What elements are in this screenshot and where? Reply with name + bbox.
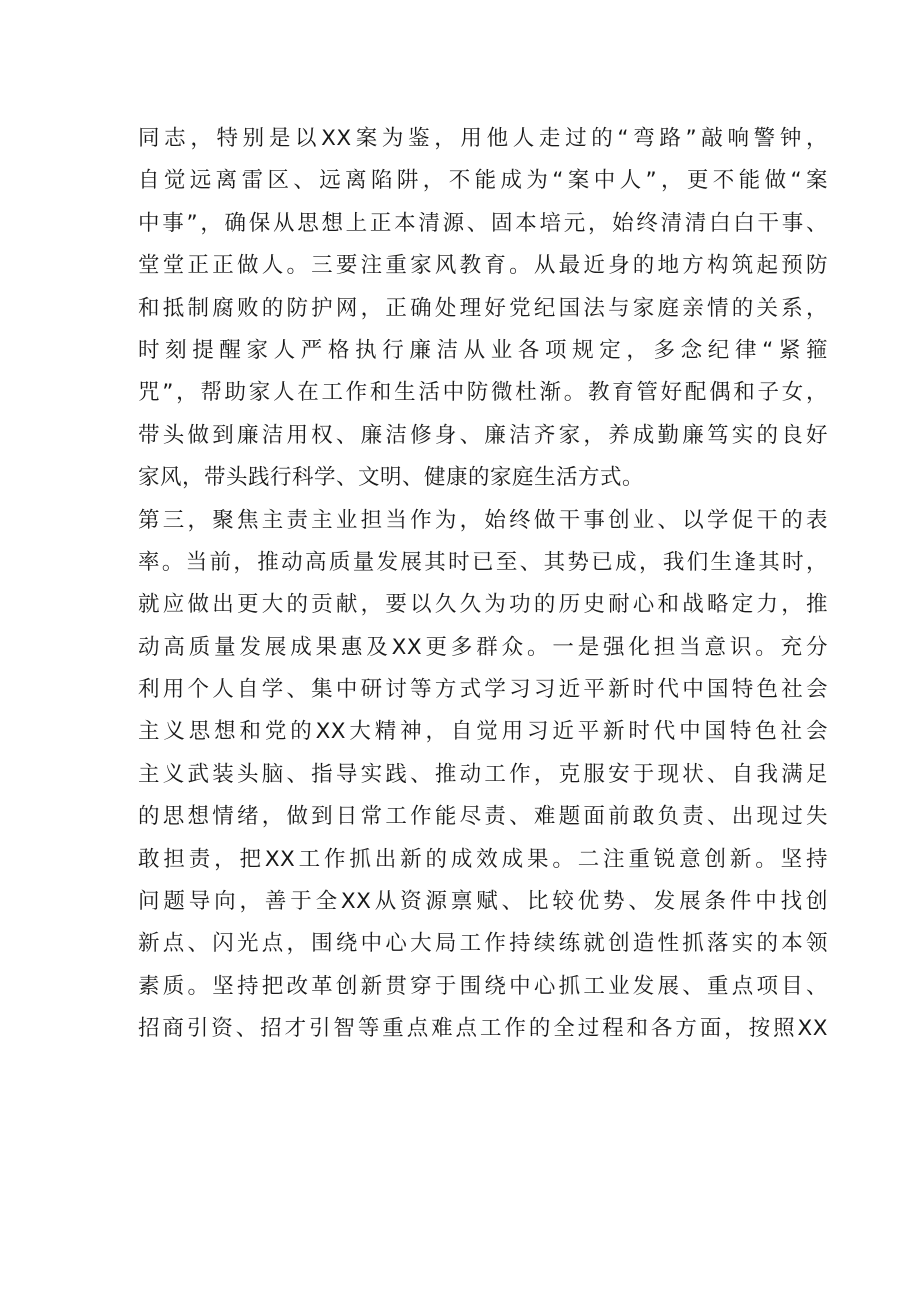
text-line: 自觉远离雷区、远离陷阱，不能成为“案中人”，更不能做“案	[138, 168, 828, 194]
text-line: 问题导向，善于全XX从资源禀赋、比较优势、发展条件中找创	[138, 889, 828, 915]
text-line: 主义武装头脑、指导实践、推动工作，克服安于现状、自我满足	[138, 761, 828, 787]
text-line: 和抵制腐败的防护网，正确处理好党纪国法与家庭亲情的关系，	[138, 295, 828, 321]
text-line: 就应做出更大的贡献，要以久久为功的历史耐心和战略定力，推	[138, 592, 828, 618]
text-line: 素质。坚持把改革创新贯穿于围绕中心抓工业发展、重点项目、	[138, 973, 828, 999]
body-text	[138, 118, 828, 1051]
text-line: 利用个人自学、集中研讨等方式学习习近平新时代中国特色社会	[138, 677, 828, 703]
text-line: 带头做到廉洁用权、廉洁修身、廉洁齐家，养成勤廉笃实的良好	[138, 422, 828, 448]
text-line: 中事”，确保从思想上正本清源、固本培元，始终清清白白干事、	[138, 210, 828, 236]
text-line: 时刻提醒家人严格执行廉洁从业各项规定，多念纪律“紧箍	[138, 337, 828, 363]
text-line: 招商引资、招才引智等重点难点工作的全过程和各方面，按照XX	[138, 1016, 828, 1042]
text-line: 咒”，帮助家人在工作和生活中防微杜渐。教育管好配偶和子女，	[138, 380, 828, 406]
text-line: 率。当前，推动高质量发展其时已至、其势已成，我们生逢其时，	[138, 549, 828, 575]
text-line: 动高质量发展成果惠及XX更多群众。一是强化担当意识。充分	[138, 634, 828, 660]
text-line: 的思想情绪，做到日常工作能尽责、难题面前敢负责、出现过失	[138, 804, 828, 830]
text-line: 敢担责，把XX工作抓出新的成效成果。二注重锐意创新。坚持	[138, 846, 828, 872]
text-line: 新点、闪光点，围绕中心大局工作持续练就创造性抓落实的本领	[138, 931, 828, 957]
text-line: 堂堂正正做人。三要注重家风教育。从最近身的地方构筑起预防	[138, 253, 828, 279]
text-line: 家风，带头践行科学、文明、健康的家庭生活方式。	[138, 465, 645, 491]
text-line: 第三，聚焦主责主业担当作为，始终做干事创业、以学促干的表	[138, 507, 828, 533]
text-line: 同志，特别是以XX案为鉴，用他人走过的“弯路”敲响警钟，	[138, 126, 828, 151]
text-line: 主义思想和党的XX大精神，自觉用习近平新时代中国特色社会	[138, 719, 828, 745]
